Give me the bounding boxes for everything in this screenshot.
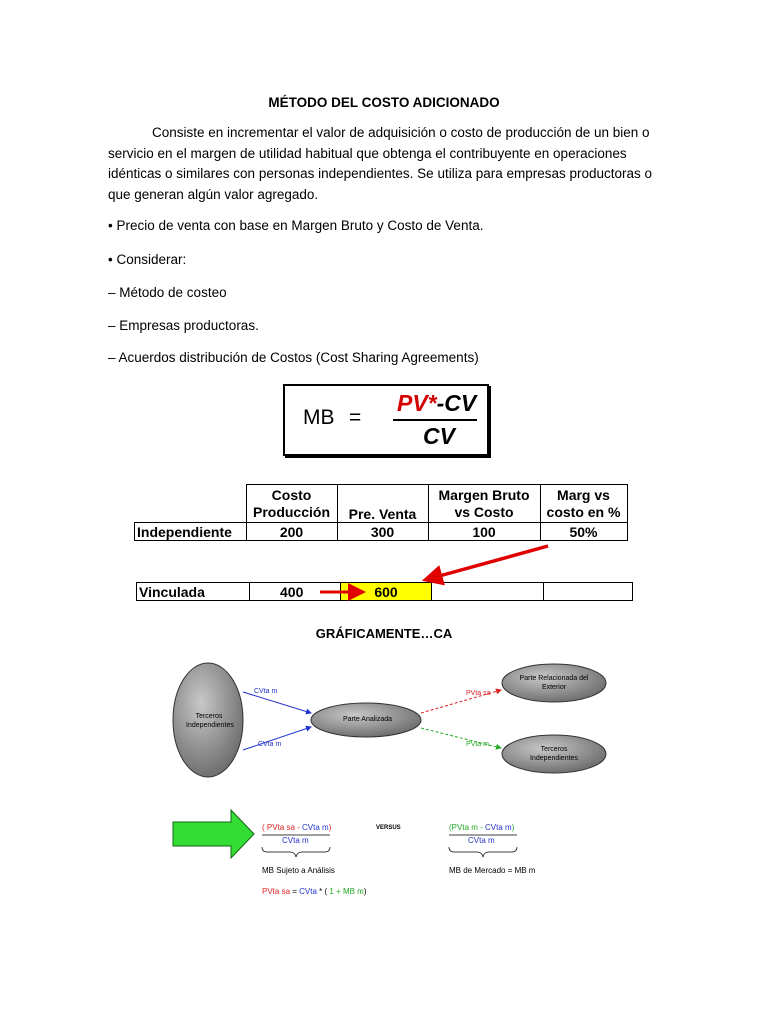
bottom-right-ellipse-label: Terceros Independientes xyxy=(530,746,578,762)
cell-ind-pct: 50% xyxy=(540,523,627,541)
arrow-pvta-m xyxy=(421,728,501,748)
top-right-ellipse-label: Parte Relacionada del Exterior xyxy=(519,675,589,691)
cell-vin-costo: 400 xyxy=(250,583,341,601)
right-denominator: CVta m xyxy=(468,836,495,845)
left-caption: MB Sujeto a Análisis xyxy=(262,866,335,875)
cell-ind-costo: 200 xyxy=(246,523,337,541)
intro-paragraph: Consiste en incrementar el valor de adquisición o costo de producción de un bien o servicio en el margen de utilidad habitual que obtenga el contribuyente en operaciones idénticas o similares con personas independientes. Se utiliza para empresas productoras o que generan algún valor agregado. xyxy=(108,125,653,202)
formula-equals: = xyxy=(349,406,362,429)
row-label-independiente: Independiente xyxy=(135,523,247,541)
row-label-vinculada: Vinculada xyxy=(137,583,250,601)
left-denominator: CVta m xyxy=(282,836,309,845)
cell-vin-venta: 600 xyxy=(341,583,432,601)
center-ellipse-label: Parte Analizada xyxy=(343,716,393,723)
header-pre-venta: Pre. Venta xyxy=(337,485,428,523)
bullet-4: – Empresas productoras. xyxy=(108,318,259,333)
arrow-cvta-top xyxy=(243,692,311,713)
left-numerator: ( PVta sa - CVta m) xyxy=(262,823,332,832)
document-title: MÉTODO DEL COSTO ADICIONADO xyxy=(268,95,500,110)
left-ellipse-label: Terceros Independientes xyxy=(186,713,234,729)
graphic-subtitle: GRÁFICAMENTE…CA xyxy=(315,626,453,641)
formula-numerator: PV*-CV xyxy=(397,390,477,416)
label-cvta-bottom: CVta m xyxy=(258,741,282,748)
final-formula: PVta sa = CVta * ( 1 + MB m) xyxy=(262,887,367,896)
right-numerator: (PVta m - CVta m) xyxy=(449,823,515,832)
versus-label: VERSUS xyxy=(376,825,401,831)
header-margen-bruto: Margen Bruto vs Costo xyxy=(428,485,540,523)
cell-ind-venta: 300 xyxy=(337,523,428,541)
label-pvta-sa: PVta sa xyxy=(466,690,491,697)
left-brace xyxy=(262,847,330,857)
bullet-3: – Método de costeo xyxy=(108,285,227,300)
green-arrow-icon xyxy=(173,810,254,858)
right-caption: MB de Mercado = MB m xyxy=(449,866,536,875)
header-costo-produccion: Costo Producción xyxy=(246,485,337,523)
bullet-1: • Precio de venta con base en Margen Bruto y Costo de Venta. xyxy=(108,218,484,233)
header-marg-vs-costo: Marg vs costo en % xyxy=(540,485,627,523)
bullet-5: – Acuerdos distribución de Costos (Cost Sharing Agreements) xyxy=(108,350,479,365)
cell-ind-margen: 100 xyxy=(428,523,540,541)
label-cvta-top: CVta m xyxy=(254,688,278,695)
label-pvta-m: PVta m xyxy=(466,741,489,748)
right-brace xyxy=(449,847,517,857)
bullet-2: • Considerar: xyxy=(108,252,187,267)
formula-denominator: CV xyxy=(423,423,455,449)
formula-lhs: MB xyxy=(303,406,335,429)
